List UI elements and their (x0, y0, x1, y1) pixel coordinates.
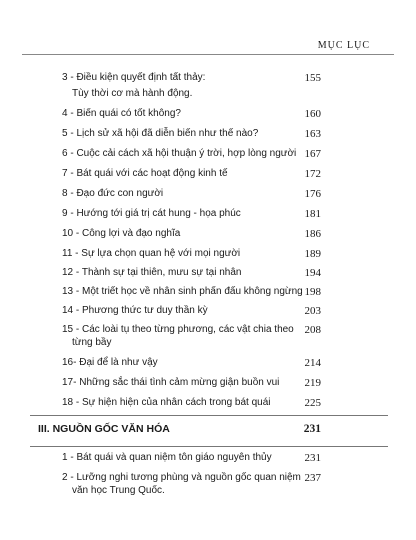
toc-entry-title: 4 - Biến quái có tốt không? (62, 108, 181, 119)
toc-entry-title: 11 - Sự lựa chọn quan hệ với mọi người (62, 248, 241, 259)
header-rule (22, 54, 394, 55)
toc-entry-title: từng bầy (72, 337, 112, 348)
toc-entry-page: 155 (304, 72, 321, 84)
toc-entry-title: Tùy thời cơ mà hành động. (72, 88, 193, 99)
toc-entry-title: 5 - Lịch sử xã hội đã diễn biến như thế nào? (62, 128, 259, 139)
toc-entry-title: 15 - Các loài tụ theo từng phương, các vật chia theo (62, 324, 294, 335)
toc-entry-page: 198 (304, 286, 321, 298)
section-page: 231 (303, 423, 321, 435)
toc-entry-title: 17- Những sắc thái tình cảm mừng giận buồn vui (62, 377, 280, 388)
toc-entry-page: 208 (304, 324, 321, 336)
toc-entry-page: 163 (304, 128, 321, 140)
page-header: MỤC LỤC (317, 40, 370, 51)
toc-entry-title: 8 - Đạo đức con người (62, 188, 164, 199)
toc-entry-title: 10 - Công lợi và đạo nghĩa (62, 228, 181, 239)
toc-entry-page: 237 (304, 472, 321, 484)
toc-entry-title: 2 - Lưỡng nghi tương phùng và nguồn gốc quan niệm (62, 472, 301, 483)
toc-entry-page: 231 (304, 452, 321, 464)
section-rule-top (30, 415, 388, 416)
toc-entry-page: 186 (304, 228, 321, 240)
toc-entry-page: 214 (304, 357, 321, 369)
toc-entry-page: 181 (304, 208, 321, 220)
toc-entry-title: 1 - Bát quái và quan niệm tôn giáo nguyên thủy (62, 452, 272, 463)
section-rule-bottom (30, 446, 388, 447)
toc-entry-page: 176 (304, 188, 321, 200)
section-title: III. NGUỒN GỐC VĂN HÓA (38, 423, 170, 435)
toc-entry-page: 219 (304, 377, 321, 389)
toc-entry-title: 12 - Thành sự tại thiên, mưu sự tại nhân (62, 267, 242, 278)
toc-entry-page: 167 (304, 148, 321, 160)
toc-entry-title: 6 - Cuộc cải cách xã hội thuận ý trời, hợp lòng người (62, 148, 297, 159)
toc-entry-title: 7 - Bát quái với các hoạt động kinh tế (62, 168, 228, 179)
toc-entry-title: 9 - Hướng tới giá trị cát hung - họa phúc (62, 208, 241, 219)
toc-entry-page: 225 (304, 397, 321, 409)
toc-entry-title: 13 - Một triết học về nhân sinh phấn đấu không ngừng (62, 286, 303, 297)
toc-entry-page: 194 (304, 267, 321, 279)
toc-entry-page: 160 (304, 108, 321, 120)
toc-entry-page: 189 (304, 248, 321, 260)
toc-entry-page: 172 (304, 168, 321, 180)
toc-entry-title: 3 - Điều kiện quyết định tất thảy: (62, 72, 206, 83)
toc-entry-title: 14 - Phương thức tư duy thần kỳ (62, 305, 208, 316)
toc-entry-title: văn học Trung Quốc. (72, 485, 165, 496)
toc-entry-title: 18 - Sự hiện hiện của nhân cách trong bát quái (62, 397, 271, 408)
toc-entry-page: 203 (304, 305, 321, 317)
toc-entry-title: 16- Đại để là như vậy (62, 357, 158, 368)
